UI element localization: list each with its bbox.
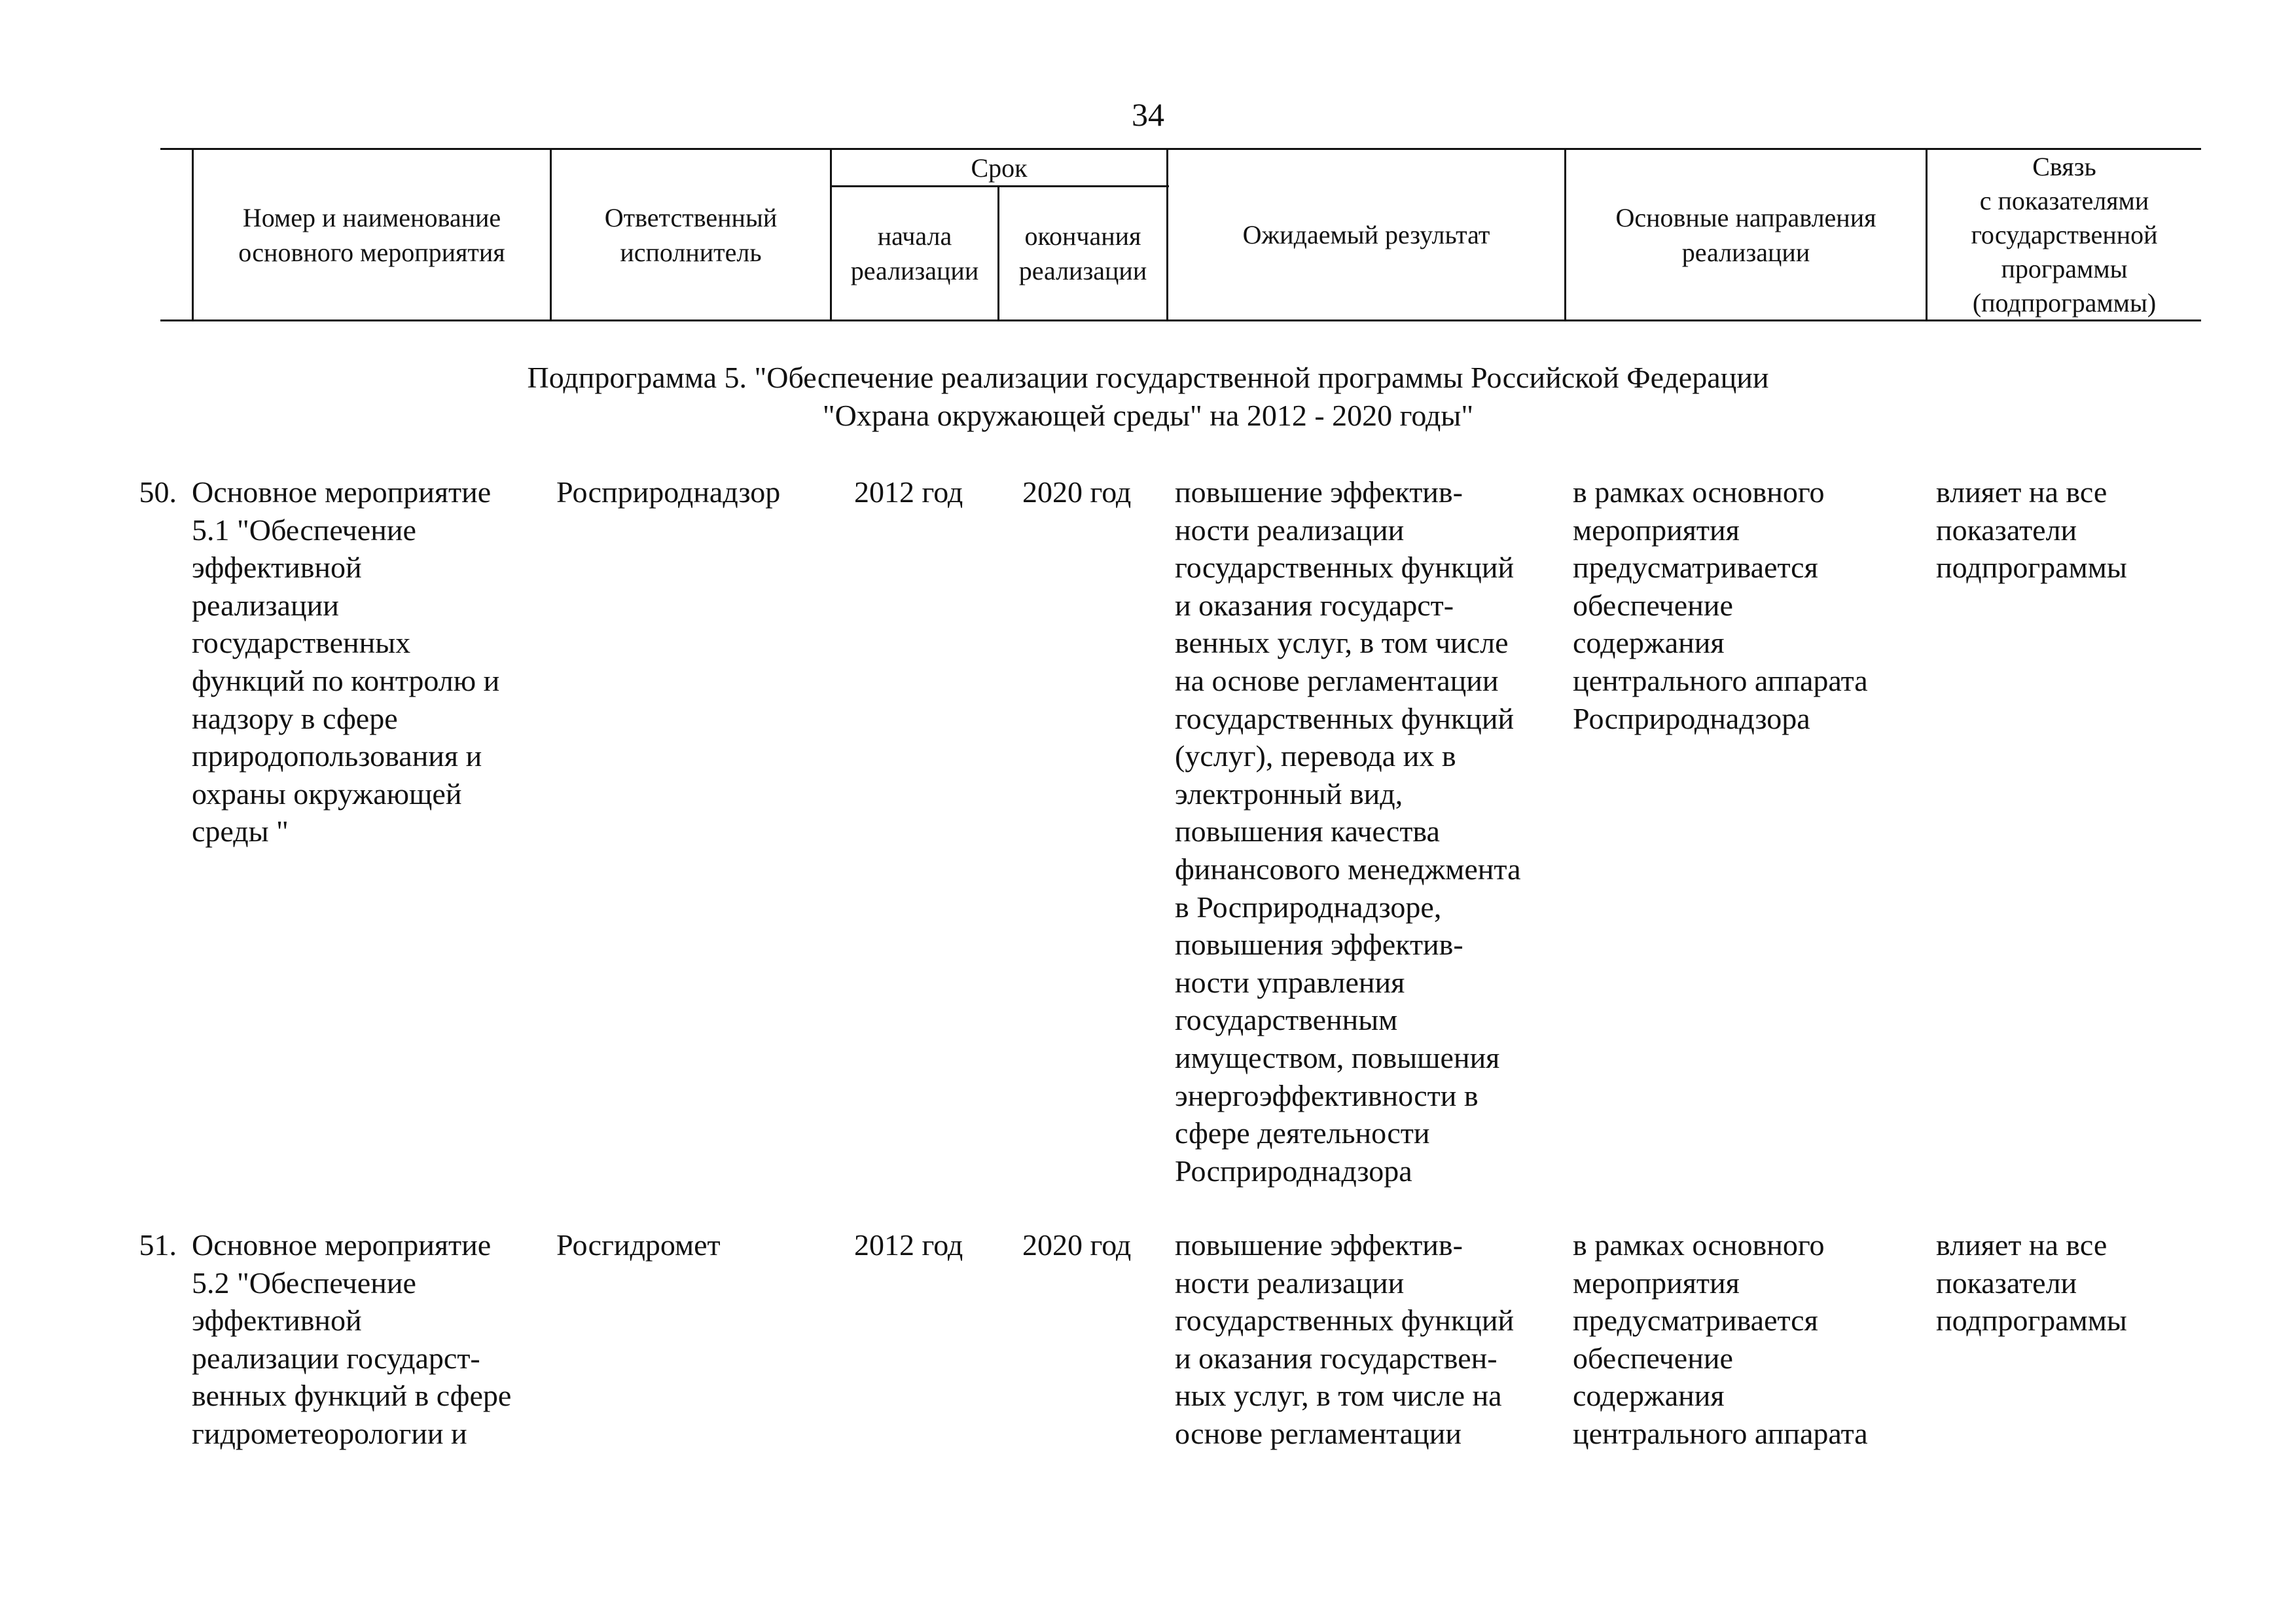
row-result: повышение эффектив- ности реализации государственных функций и оказания государст- венных услуг, в том числе на основе регламентации государственных функций (услуг), перевода их в электронный вид, повышения качества финансового менеджмента в Росприроднадзоре, повышения эффектив- ности управления государственным имуществом, повышения энергоэффективности в сфере деятельности Росприроднадзора [1175, 475, 1521, 1188]
row-end: 2020 год [1022, 475, 1132, 509]
header-name: Номер и наименование основного мероприятия [238, 202, 505, 267]
header-end: окончания реализации [1018, 221, 1147, 285]
row-number: 51. [139, 1228, 177, 1262]
header-start: начала реализации [850, 221, 979, 285]
header-term: Срок [971, 153, 1028, 183]
row-link: влияет на все показатели подпрограммы [1936, 1228, 2127, 1338]
header-result: Ожидаемый результат [1242, 220, 1490, 249]
row-name: Основное мероприятие 5.2 "Обеспечение эффективной реализации государст- венных функций в сфере гидрометеорологии и [192, 1228, 512, 1450]
row-executor: Росприроднадзор [556, 475, 781, 509]
header-link: Связь с показателями государственной программы (подпрограммы) [1971, 151, 2158, 318]
row-result: повышение эффектив- ности реализации государственных функций и оказания государствен- ных услуг, в том числе на основе регламентации [1175, 1228, 1515, 1450]
row-start: 2012 год [854, 475, 963, 509]
header-directions: Основные направления реализации [1615, 202, 1876, 267]
row-directions: в рамках основного мероприятия предусматривается обеспечение содержания центрального аппарата [1573, 1228, 1868, 1450]
row-link: влияет на все показатели подпрограммы [1936, 475, 2127, 585]
subprogram-title: Подпрограмма 5. "Обеспечение реализации государственной программы Российской Федерации "Охрана окружающей среды" на 2012 - 2020 годы" [527, 361, 1769, 432]
page-number: 34 [1132, 96, 1164, 133]
header-executor: Ответственный исполнитель [604, 202, 778, 267]
header-bottom-rule [160, 319, 2201, 321]
row-start: 2012 год [854, 1228, 963, 1262]
row-name: Основное мероприятие 5.1 "Обеспечение эффективной реализации государственных функций по контролю и надзору в сфере природопользования и охраны окружающей среды " [192, 475, 500, 848]
row-end: 2020 год [1022, 1228, 1132, 1262]
row-number: 50. [139, 475, 177, 509]
row-executor: Росгидромет [556, 1228, 721, 1262]
row-directions: в рамках основного мероприятия предусматривается обеспечение содержания центрального аппарата Росприроднадзора [1573, 475, 1868, 735]
